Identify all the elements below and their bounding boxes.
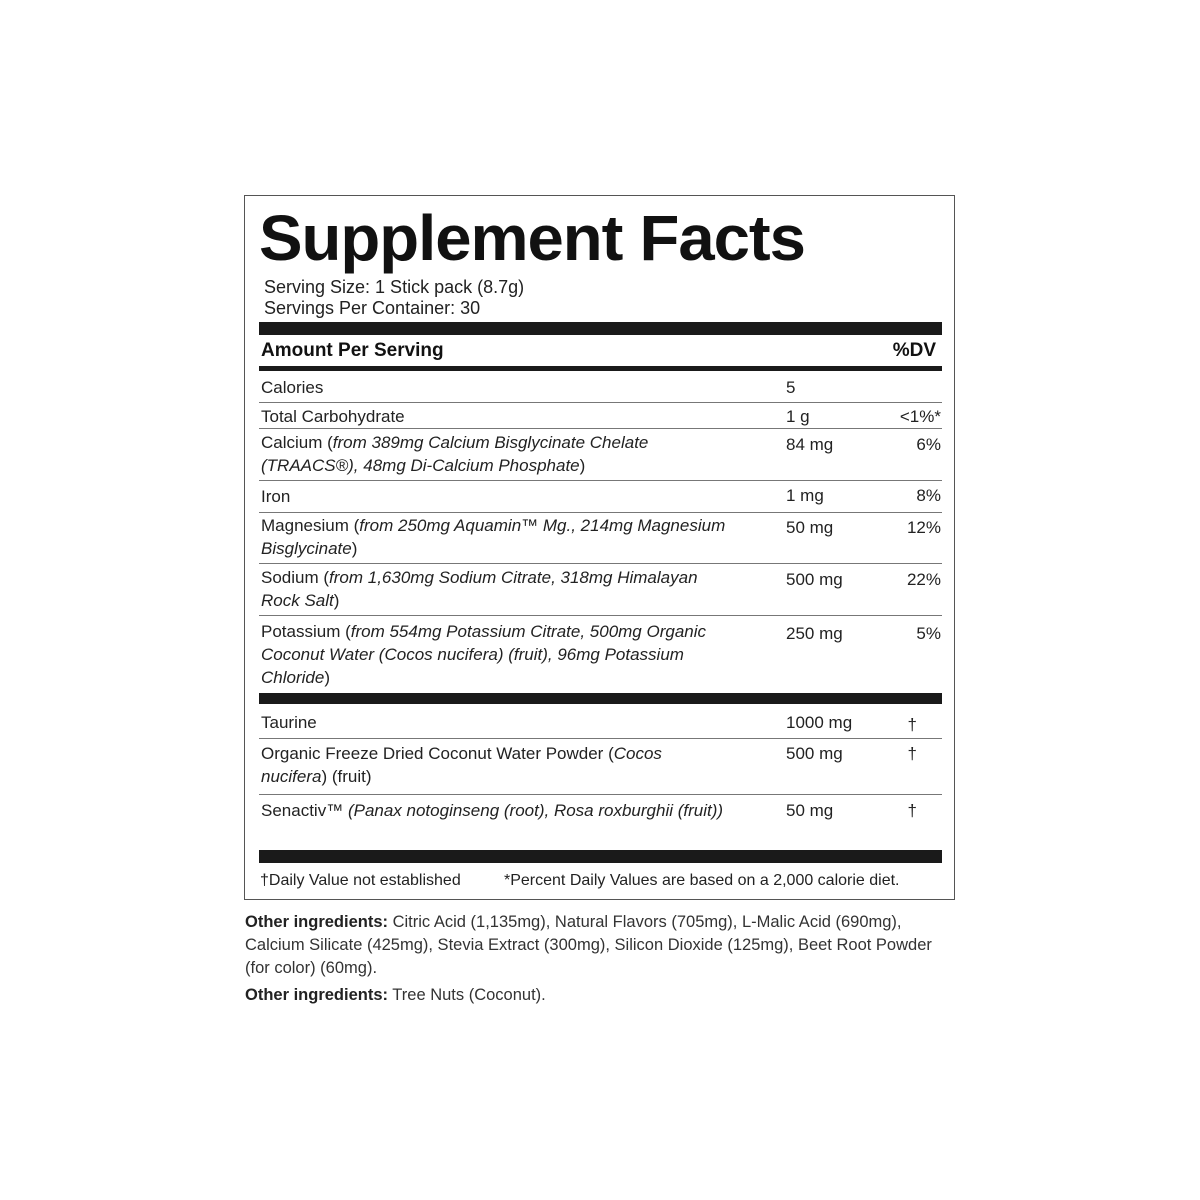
amount-calories: 5 [786, 378, 796, 397]
row-divider [259, 794, 942, 795]
serving-size: Serving Size: 1 Stick pack (8.7g) [264, 277, 525, 297]
medium-divider [259, 366, 942, 371]
supplement-facts-panel [244, 195, 955, 900]
row-divider [259, 563, 942, 564]
other-ingredients-allergen: Other ingredients: Tree Nuts (Coconut). [245, 986, 546, 1004]
amount-calcium: 84 mg [786, 435, 834, 454]
servings-per-container: Servings Per Container: 30 [264, 298, 481, 318]
row-divider [259, 428, 942, 429]
nutrient-row-magnesium: Magnesium (from 250mg Aquamin™ Mg., 214mg Magnesium Bisglycinate) [261, 516, 726, 558]
dv-coconut-water: † [907, 744, 917, 763]
dv-magnesium: 12% [906, 518, 941, 537]
ingredient-row-taurine: Taurine [261, 713, 317, 732]
other-ingredients-primary: Other ingredients: Citric Acid (1,135mg), Natural Flavors (705mg), L-Malic Acid (690mg), Calcium Silicate (425mg), Stevia Extract (300mg), Silicon Dioxide (125mg), Beet Root Powder (for color) (60mg). [245, 913, 932, 977]
footnote-percent-daily: *Percent Daily Values are based on a 2,000 calorie diet. [504, 872, 900, 889]
thick-divider [259, 322, 942, 335]
nutrient-row-calcium: Calcium (from 389mg Calcium Bisglycinate Chelate (TRAACS®), 48mg Di-Calcium Phosphate) [261, 433, 649, 475]
amount-per-serving-header: Amount Per Serving [261, 340, 444, 361]
row-divider [259, 738, 942, 739]
dv-senactiv: † [907, 801, 917, 820]
nutrient-row-potassium: Potassium (from 554mg Potassium Citrate, 500mg Organic Coconut Water (Cocos nucifera) (fruit), 96mg Potassium Chloride) [261, 622, 707, 687]
nutrient-row-iron: Iron [261, 487, 291, 506]
amount-magnesium: 50 mg [786, 518, 834, 537]
nutrient-row-calories: Calories [261, 378, 324, 397]
thick-divider [259, 850, 942, 863]
dv-calcium: 6% [916, 435, 941, 454]
dv-header: %DV [892, 340, 936, 361]
facts-title: Supplement Facts [259, 202, 805, 274]
amount-carbohydrate: 1 g [786, 407, 810, 426]
thick-divider [259, 693, 942, 704]
nutrient-row-sodium: Sodium (from 1,630mg Sodium Citrate, 318mg Himalayan Rock Salt) [261, 568, 698, 610]
dv-carbohydrate: <1%* [899, 407, 941, 426]
dv-iron: 8% [916, 486, 941, 505]
ingredient-row-coconut-water: Organic Freeze Dried Coconut Water Powder (Cocos nucifera) (fruit) [261, 744, 662, 786]
row-divider [259, 615, 942, 616]
amount-senactiv: 50 mg [786, 801, 834, 820]
ingredient-row-senactiv: Senactiv™ (Panax notoginseng (root), Rosa roxburghii (fruit)) [261, 801, 724, 820]
row-divider [259, 512, 942, 513]
dv-taurine: † [907, 715, 917, 734]
row-divider [259, 402, 942, 403]
amount-sodium: 500 mg [786, 570, 843, 589]
amount-iron: 1 mg [786, 486, 824, 505]
dv-potassium: 5% [916, 624, 941, 643]
footnote-daily-value: †Daily Value not established [260, 872, 461, 889]
amount-coconut-water: 500 mg [786, 744, 843, 763]
amount-potassium: 250 mg [786, 624, 843, 643]
dv-sodium: 22% [906, 570, 941, 589]
amount-taurine: 1000 mg [786, 713, 853, 732]
row-divider [259, 480, 942, 481]
nutrient-row-carbohydrate: Total Carbohydrate [261, 407, 405, 426]
